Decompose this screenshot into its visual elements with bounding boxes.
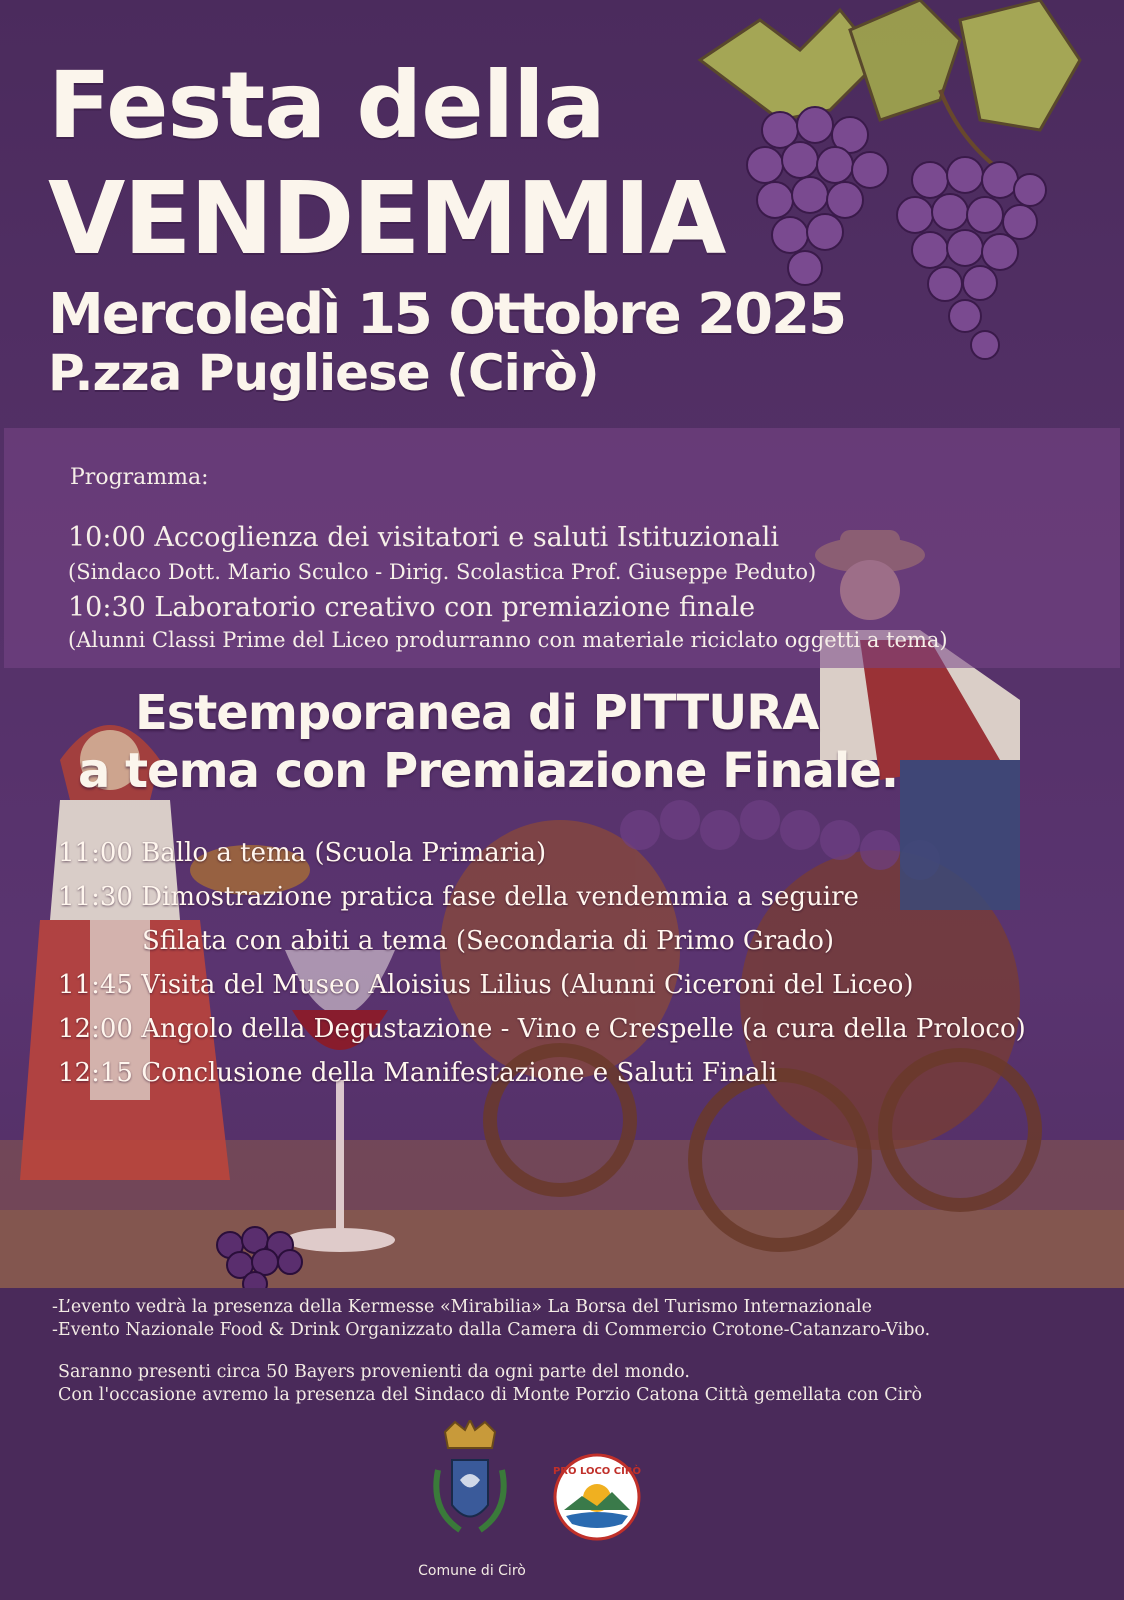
grape-cluster-icon: [897, 157, 1046, 359]
schedule-item: 12:15 Conclusione della Manifestazione e Saluti Finali: [58, 1058, 778, 1088]
title-line-2: VENDEMMIA: [48, 160, 725, 277]
schedule-item: 11:30 Dimostrazione pratica fase della vendemmia a seguire: [58, 882, 859, 912]
event-date: Mercoledì 15 Ottobre 2025: [48, 282, 846, 347]
pro-loco-logo-icon: [552, 1452, 642, 1542]
schedule-item: 12:00 Angolo della Degustazione - Vino e Crespelle (a cura della Proloco): [58, 1014, 1026, 1044]
painting-contest-subheadline: a tema con Premiazione Finale.: [78, 743, 899, 799]
footer-note: -Evento Nazionale Food & Drink Organizzato dalla Camera di Commercio Crotone-Catanzaro-Vibo.: [52, 1320, 931, 1340]
comune-label: Comune di Cirò: [418, 1563, 526, 1579]
schedule-item-continued: Sfilata con abiti a tema (Secondaria di Primo Grado): [142, 926, 835, 956]
painting-contest-headline: Estemporanea di PITTURA: [135, 685, 819, 741]
event-place: P.zza Pugliese (Cirò): [48, 344, 599, 402]
pro-loco-logo-text: PRO LOCO CIRÒ: [552, 1466, 642, 1477]
footer-extra: Con l'occasione avremo la presenza del Sindaco di Monte Porzio Catona Città gemellata con Cirò: [58, 1385, 923, 1405]
footer-note: -L’evento vedrà la presenza della Kermesse «Mirabilia» La Borsa del Turismo Internazionale: [52, 1297, 872, 1317]
schedule-item: 11:45 Visita del Museo Aloisius Lilius (Alunni Ciceroni del Liceo): [58, 970, 914, 1000]
program-item: 10:30 Laboratorio creativo con premiazione finale: [68, 592, 756, 623]
vine-leaves-icon: [700, 0, 1080, 170]
footer-extra: Saranno presenti circa 50 Bayers provenienti da ogni parte del mondo.: [58, 1362, 690, 1382]
title-line-1: Festa della: [48, 52, 605, 159]
schedule-item: 11:00 Ballo a tema (Scuola Primaria): [58, 838, 547, 868]
program-item-note: (Sindaco Dott. Mario Sculco - Dirig. Scolastica Prof. Giuseppe Peduto): [68, 560, 817, 584]
grape-cluster-icon: [747, 107, 888, 285]
program-heading: Programma:: [70, 465, 209, 490]
program-item-note: (Alunni Classi Prime del Liceo produrranno con materiale riciclato oggetti a tema): [68, 628, 948, 652]
program-item: 10:00 Accoglienza dei visitatori e saluti Istituzionali: [68, 522, 779, 553]
